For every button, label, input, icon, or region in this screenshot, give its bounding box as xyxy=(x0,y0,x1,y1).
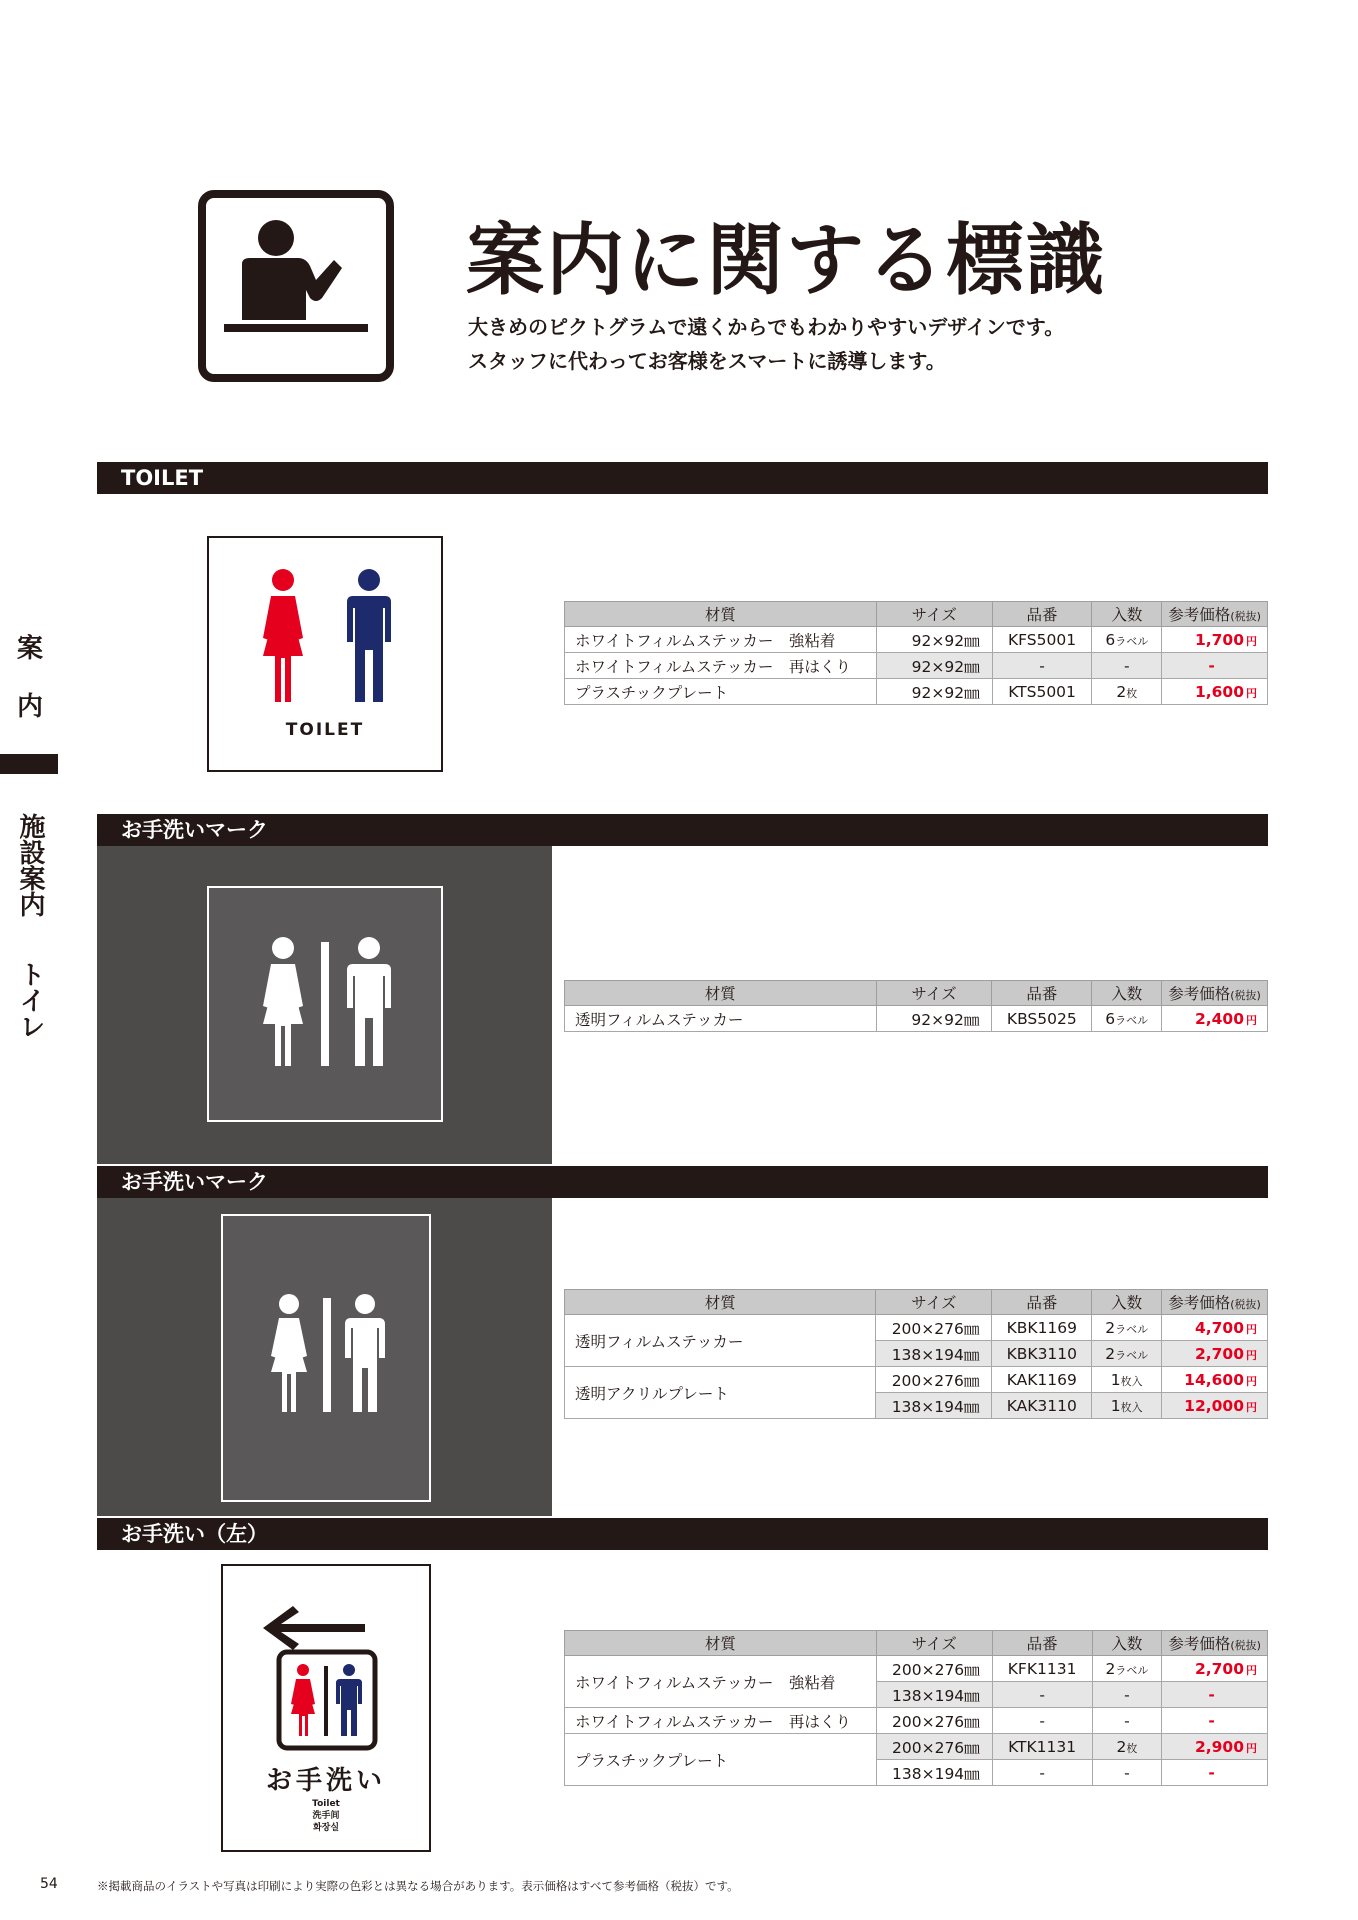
size-cell: 138×194㎜ xyxy=(876,1682,992,1708)
size-cell: 138×194㎜ xyxy=(876,1341,992,1367)
column-header: 品番 xyxy=(992,1631,1092,1656)
column-header: 品番 xyxy=(992,981,1092,1006)
table-row xyxy=(565,1006,1268,1032)
sign-sublabel: Toilet xyxy=(312,1799,340,1809)
code-cell: KFK1131 xyxy=(992,1656,1092,1682)
size-cell: 92×92㎜ xyxy=(876,1006,992,1032)
material-cell: プラスチックプレート xyxy=(565,679,877,705)
table-row xyxy=(565,1734,1268,1760)
size-cell: 92×92㎜ xyxy=(876,627,992,653)
table-row xyxy=(565,627,1268,653)
qty-cell: - xyxy=(1092,1760,1162,1786)
spec-table xyxy=(564,601,1268,705)
description-line: スタッフに代わってお客様をスマートに誘導します。 xyxy=(468,349,946,373)
column-header: 品番 xyxy=(992,1290,1092,1315)
material-cell: ホワイトフィルムステッカー 再はくり xyxy=(565,653,877,679)
sign-sublabel: 화장실 xyxy=(312,1823,340,1833)
price-cell: - xyxy=(1162,1760,1268,1786)
price-cell: - xyxy=(1162,1708,1268,1734)
code-cell: - xyxy=(992,1760,1092,1786)
column-header: サイズ xyxy=(876,1631,992,1656)
qty-cell: - xyxy=(1092,653,1162,679)
code-cell: - xyxy=(992,1708,1092,1734)
table-header-row xyxy=(565,1631,1268,1656)
size-cell: 200×276㎜ xyxy=(876,1708,992,1734)
sign-label: TOILET xyxy=(285,720,365,740)
sign-sublabel: 洗手间 xyxy=(312,1811,340,1821)
column-header: サイズ xyxy=(876,1290,992,1315)
column-header: サイズ xyxy=(876,602,992,627)
qty-cell: 6ラベル xyxy=(1092,627,1162,653)
column-header: 参考価格(税抜) xyxy=(1162,602,1268,627)
table-header-row xyxy=(565,1290,1268,1315)
code-cell: KBS5025 xyxy=(992,1006,1092,1032)
spec-table xyxy=(564,1289,1268,1419)
code-cell: KAK3110 xyxy=(992,1393,1092,1419)
table-header-row xyxy=(565,602,1268,627)
qty-cell: 2枚 xyxy=(1092,1734,1162,1760)
code-cell: - xyxy=(992,1682,1092,1708)
toilet-sign-image xyxy=(207,536,443,772)
price-cell: 2,900 円 xyxy=(1162,1734,1268,1760)
price-cell: 12,000 円 xyxy=(1162,1393,1268,1419)
code-cell: KFS5001 xyxy=(992,627,1092,653)
material-cell: 透明フィルムステッカー xyxy=(565,1315,876,1367)
table-row xyxy=(565,1367,1268,1393)
table-row xyxy=(565,1315,1268,1341)
side-tab-subcategory: トイレ xyxy=(15,961,45,1039)
price-cell: 1,600 円 xyxy=(1162,679,1268,705)
qty-cell: 6ラベル xyxy=(1092,1006,1162,1032)
column-header: 材質 xyxy=(565,602,877,627)
side-tab-marker xyxy=(0,754,58,774)
code-cell: KTS5001 xyxy=(992,679,1092,705)
spec-table xyxy=(564,980,1268,1032)
left-arrow-icon xyxy=(263,1606,365,1650)
column-header: 参考価格(税抜) xyxy=(1162,1631,1268,1656)
footnote: ※掲載商品のイラストや写真は印刷により実際の色彩とは異なる場合があります。表示価格はすべて参考価格（税抜）です。 xyxy=(97,1879,739,1893)
code-cell: KBK1169 xyxy=(992,1315,1092,1341)
information-desk-icon xyxy=(198,190,394,382)
section-header: お手洗い（左） xyxy=(97,1518,1268,1550)
material-cell: ホワイトフィルムステッカー 強粘着 xyxy=(565,1656,877,1708)
qty-cell: 1枚入 xyxy=(1092,1367,1162,1393)
table-row xyxy=(565,679,1268,705)
column-header: 入数 xyxy=(1092,1290,1162,1315)
price-cell: - xyxy=(1162,1682,1268,1708)
side-tab-char: 内 xyxy=(16,692,43,722)
price-cell: 2,700 円 xyxy=(1162,1656,1268,1682)
table-row xyxy=(565,1708,1268,1734)
section-header: お手洗いマーク xyxy=(97,814,1268,846)
side-tab-char: 案 xyxy=(16,634,43,664)
price-cell: 14,600 円 xyxy=(1162,1367,1268,1393)
table-header-row xyxy=(565,981,1268,1006)
column-header: 入数 xyxy=(1092,981,1162,1006)
spec-table xyxy=(564,1630,1268,1786)
column-header: 品番 xyxy=(992,602,1092,627)
size-cell: 200×276㎜ xyxy=(876,1656,992,1682)
restroom-left-arrow-sign-image xyxy=(221,1564,431,1852)
table-row xyxy=(565,653,1268,679)
price-cell: 2,400 円 xyxy=(1162,1006,1268,1032)
table-row xyxy=(565,1656,1268,1682)
side-tab-category: 施設案内 xyxy=(15,813,45,917)
size-cell: 92×92㎜ xyxy=(876,653,992,679)
sign-sublabels xyxy=(223,1798,429,1834)
column-header: 入数 xyxy=(1092,1631,1162,1656)
material-cell: 透明アクリルプレート xyxy=(565,1367,876,1419)
price-cell: - xyxy=(1162,653,1268,679)
qty-cell: 2ラベル xyxy=(1092,1656,1162,1682)
price-cell: 1,700 円 xyxy=(1162,627,1268,653)
section-header: お手洗いマーク xyxy=(97,1166,1268,1198)
column-header: サイズ xyxy=(876,981,992,1006)
material-cell: ホワイトフィルムステッカー 強粘着 xyxy=(565,627,877,653)
column-header: 材質 xyxy=(565,981,877,1006)
size-cell: 92×92㎜ xyxy=(876,679,992,705)
column-header: 参考価格(税抜) xyxy=(1162,1290,1268,1315)
qty-cell: 1枚入 xyxy=(1092,1393,1162,1419)
material-cell: ホワイトフィルムステッカー 再はくり xyxy=(565,1708,877,1734)
column-header: 参考価格(税抜) xyxy=(1162,981,1268,1006)
page-description xyxy=(468,310,1064,378)
qty-cell: 2ラベル xyxy=(1092,1315,1162,1341)
restroom-mark-large-sign-image xyxy=(221,1214,431,1502)
code-cell: KBK3110 xyxy=(992,1341,1092,1367)
code-cell: KAK1169 xyxy=(992,1367,1092,1393)
column-header: 入数 xyxy=(1092,602,1162,627)
qty-cell: 2ラベル xyxy=(1092,1341,1162,1367)
size-cell: 200×276㎜ xyxy=(876,1734,992,1760)
section-header: TOILET xyxy=(97,462,1268,494)
material-cell: プラスチックプレート xyxy=(565,1734,877,1786)
column-header: 材質 xyxy=(565,1290,876,1315)
size-cell: 138×194㎜ xyxy=(876,1760,992,1786)
size-cell: 200×276㎜ xyxy=(876,1367,992,1393)
sign-label: お手洗い xyxy=(265,1766,386,1796)
qty-cell: 2枚 xyxy=(1092,679,1162,705)
description-line: 大きめのピクトグラムで遠くからでもわかりやすいデザインです。 xyxy=(468,315,1065,339)
price-cell: 2,700 円 xyxy=(1162,1341,1268,1367)
size-cell: 138×194㎜ xyxy=(876,1393,992,1419)
size-cell: 200×276㎜ xyxy=(876,1315,992,1341)
page-number: 54 xyxy=(40,1876,58,1892)
qty-cell: - xyxy=(1092,1682,1162,1708)
column-header: 材質 xyxy=(565,1631,877,1656)
price-cell: 4,700 円 xyxy=(1162,1315,1268,1341)
page-title: 案内に関する標識 xyxy=(466,216,1107,306)
material-cell: 透明フィルムステッカー xyxy=(565,1006,877,1032)
code-cell: - xyxy=(992,653,1092,679)
code-cell: KTK1131 xyxy=(992,1734,1092,1760)
restroom-mark-clear-sign-image xyxy=(207,886,443,1122)
qty-cell: - xyxy=(1092,1708,1162,1734)
